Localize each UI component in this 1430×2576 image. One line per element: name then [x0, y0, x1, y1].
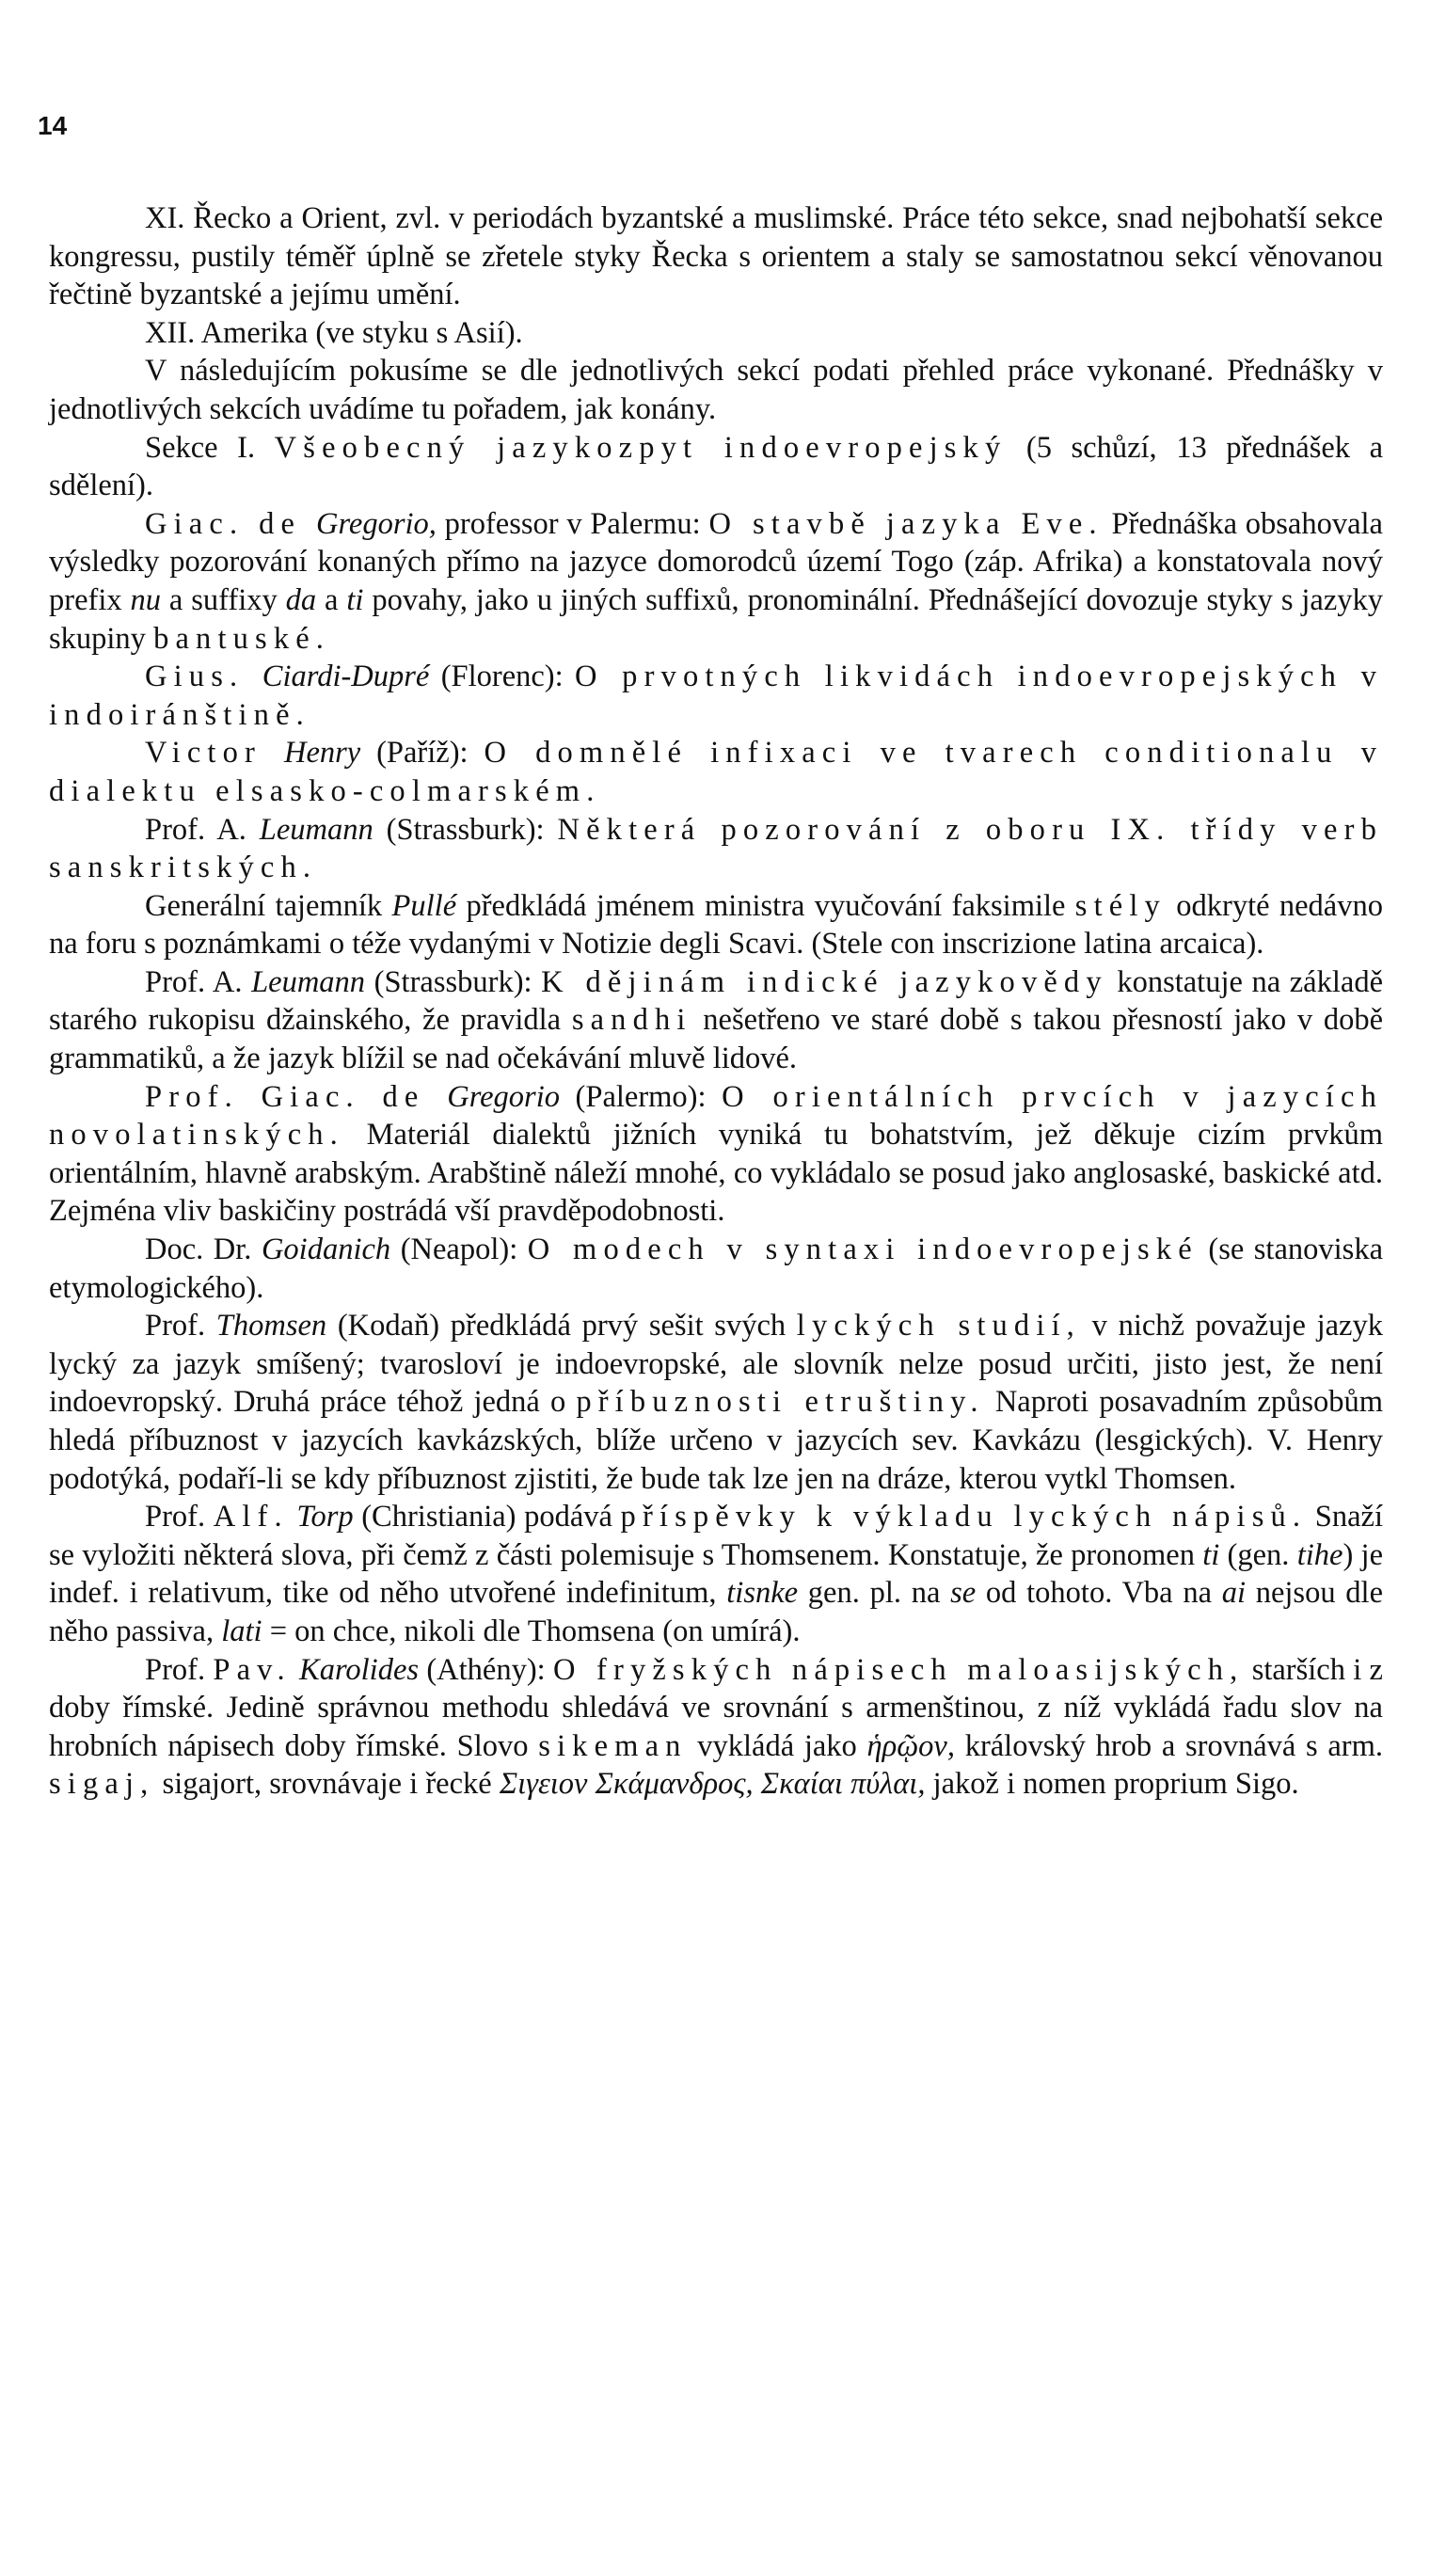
- spaced-emphasis-text: Giac. de: [145, 506, 317, 541]
- spaced-emphasis-text: příbuznosti etruštiny.: [576, 1385, 985, 1420]
- italic-text: Leumann: [259, 812, 373, 847]
- text-run: konstatuje na základě starého rukopisu džainského, že pravidla: [49, 964, 1383, 1038]
- text-run: professor v Palermu:: [436, 506, 709, 541]
- italic-text: Leumann: [251, 964, 366, 999]
- text-run: starších i z doby římské. Jedině správnou methodu shledává ve srovnání s armenštinou, z níž vykládá řadu slov na hrobních nápisech doby římské. Slovo: [49, 1652, 1383, 1763]
- italic-text: Σιγειον Σκάμανδρος, Σκαίαι πύλαι,: [499, 1767, 926, 1802]
- text-run: (Strassburk):: [365, 964, 542, 999]
- paragraph: [49, 352, 1383, 428]
- spaced-emphasis-text: O orientálních prvcích v jazycích novolatinských.: [49, 1079, 1383, 1153]
- italic-text: Torp: [296, 1500, 354, 1534]
- spaced-emphasis-text: K dějinám indické jazykovědy: [541, 964, 1108, 999]
- text-run: (Palermo):: [559, 1079, 723, 1114]
- text-run: (Florenc):: [429, 660, 576, 694]
- spaced-emphasis-text: bantuské.: [153, 621, 331, 656]
- spaced-emphasis-text: lyckých studií,: [796, 1309, 1081, 1344]
- text-run: [292, 1653, 299, 1687]
- text-run: gen. pl. na: [798, 1576, 951, 1611]
- italic-text: Pullé: [391, 888, 457, 923]
- text-run: Sekce I.: [145, 430, 275, 465]
- text-run: (Athény):: [419, 1652, 553, 1687]
- text-run: (gen.: [1219, 1537, 1297, 1572]
- spaced-emphasis-text: sikeman: [538, 1728, 688, 1763]
- italic-text: Goidanich: [261, 1232, 391, 1267]
- paragraph: [49, 199, 1383, 314]
- text-run: Přednáška obsahovala výsledky pozorování konaných přímo na jazyce domorodců území Togo (záp. Afrika) a konstatovala nový prefix: [49, 506, 1383, 617]
- spaced-emphasis-text: Některá pozorování z oboru IX. třídy verb sanskritských.: [49, 812, 1384, 885]
- paragraph: [49, 1498, 1383, 1650]
- text-run: nejsou dle něho passiva,: [49, 1576, 1384, 1648]
- text-run: a suffixy: [161, 582, 286, 617]
- text-run: = on chce, nikoli dle Thomsena (on umírá).: [262, 1614, 801, 1648]
- italic-text: Ciardi-Dupré: [262, 660, 430, 694]
- spaced-emphasis-text: O prvotných likvidách indoevropejských v indoiránštině.: [49, 660, 1383, 732]
- spaced-emphasis-text: Všeobecný jazykozpyt indoevropejský: [274, 430, 1008, 465]
- spaced-emphasis-text: Victor: [145, 736, 285, 771]
- text-run: Materiál dialektů jižních vyniká tu bohatstvím, jež děkuje cizím prvkům orientálním, hlavně arabským. Arabštině náleží mnohé, co vykládalo se posud jako anglosaské, baskické atd. Zejména vliv baskičiny postrádá vší pravděpodobnosti.: [49, 1118, 1383, 1229]
- paragraph: [49, 887, 1383, 963]
- paragraph: [49, 658, 1383, 734]
- text-run: (Christiania) podává: [353, 1500, 621, 1534]
- italic-text: Karolides: [299, 1652, 420, 1687]
- italic-text: Gregorio: [447, 1079, 560, 1114]
- text-run: sigajort, srovnávaje i řecké: [154, 1767, 500, 1802]
- paragraph: [49, 314, 1383, 353]
- italic-text: ἡρῷον,: [866, 1728, 955, 1763]
- text-run: královský hrob a srovnává s arm.: [954, 1728, 1383, 1763]
- spaced-emphasis-text: příspěvky k výkladu lyckých nápisů.: [620, 1500, 1308, 1534]
- spaced-emphasis-text: O stavbě jazyka Eve.: [708, 506, 1104, 541]
- text-run: jakož i nomen proprium Sigo.: [925, 1767, 1299, 1802]
- text-run: v nichž považuje jazyk lycký za jazyk smíšený; tvarosloví je indoevropské, ale slovník nelze posud určiti, jisto jest, že není indoevropský. Druhá práce téhož jedná o: [49, 1309, 1383, 1420]
- italic-text: ai: [1221, 1576, 1246, 1611]
- text-run: Snaží se vyložiti některá slova, při čemž z části polemisuje s Thomsenem. Konstatuje, že pronomen: [49, 1500, 1383, 1572]
- italic-text: tihe: [1296, 1537, 1343, 1572]
- text-run: (5 schůzí, 13 přednášek a sdělení).: [49, 430, 1383, 503]
- paragraph: [49, 1307, 1383, 1498]
- text-run: Prof. A.: [145, 812, 260, 847]
- spaced-emphasis-text: sandhi: [571, 1003, 692, 1038]
- text-run: Doc. Dr.: [145, 1232, 262, 1267]
- spaced-emphasis-text: O modech v syntaxi indoevropejské: [527, 1232, 1199, 1267]
- italic-text: Thomsen: [215, 1309, 327, 1344]
- paragraph: [49, 811, 1383, 887]
- paragraph: [49, 505, 1383, 658]
- italic-text: Gregorio,: [316, 506, 437, 541]
- text-run: Prof. A.: [145, 964, 252, 999]
- spaced-emphasis-text: stély: [1074, 888, 1167, 923]
- text-run: (Neapol):: [390, 1232, 528, 1267]
- italic-text: nu: [130, 582, 162, 617]
- text-run: XI. Řecko a Orient, zvl. v periodách byzantské a muslimské. Práce této sekce, snad nejbohatší sekce kongressu, pustily téměř úplně se zřetele styky Řecka s orientem a staly se samostatnou sekcí věnovanou řečtině byzantské a jejímu umění.: [49, 201, 1383, 312]
- page-number: 14: [38, 111, 68, 140]
- text-run: nešetřeno ve staré době s takou přesností jako v době grammatiků, a že jazyk blížil se nad očekávání mluvě lidové.: [49, 1003, 1383, 1076]
- spaced-emphasis-text: Gius.: [145, 660, 262, 694]
- italic-text: da: [285, 582, 317, 617]
- italic-text: ti: [346, 582, 364, 617]
- spaced-emphasis-text: O domnělé infixaci ve tvarech conditionalu v dialektu elsasko-colmarském.: [49, 736, 1383, 808]
- text-run: XII. Amerika (ve styku s Asií).: [145, 315, 523, 350]
- spaced-emphasis-text: Prof. Giac. de: [145, 1079, 448, 1114]
- text-run: Prof.: [145, 1309, 216, 1344]
- spaced-emphasis-text: sigaj,: [49, 1767, 155, 1802]
- text-run: (Paříž):: [360, 736, 485, 771]
- paragraph: [49, 734, 1383, 810]
- paragraph: [49, 1078, 1383, 1231]
- italic-text: tisnke: [726, 1576, 799, 1611]
- text-run: (Kodaň) předkládá prvý sešit svých: [326, 1309, 797, 1344]
- spaced-emphasis-text: O fryžských nápisech maloasijských,: [552, 1652, 1245, 1687]
- italic-text: ti: [1202, 1537, 1220, 1572]
- spaced-emphasis-text: Alf.: [213, 1500, 289, 1534]
- text-run: (se stanoviska etymologického).: [49, 1232, 1383, 1305]
- paragraph: [49, 963, 1383, 1078]
- paragraph: [49, 1651, 1383, 1804]
- italic-text: se: [950, 1576, 977, 1611]
- body-text: [49, 199, 1383, 1804]
- italic-text: lati: [221, 1614, 262, 1648]
- text-run: Prof.: [145, 1652, 214, 1687]
- paragraph: [49, 1231, 1383, 1307]
- text-run: předkládá jménem ministra vyučování faksimile: [456, 888, 1075, 923]
- text-run: od tohoto. Vba na: [976, 1576, 1222, 1611]
- text-run: povahy, jako u jiných suffixů, pronominální. Přednášející dovozuje styky s jazyky skupiny: [49, 582, 1383, 656]
- spaced-emphasis-text: Pav.: [213, 1652, 292, 1687]
- text-run: Prof.: [145, 1500, 214, 1534]
- text-run: odkryté nedávno na foru s poznámkami o téže vydanými v Notizie degli Scavi. (Stele con inscrizione latina arcaica).: [49, 888, 1383, 962]
- text-run: vykládá jako: [687, 1728, 867, 1763]
- text-run: ) je indef. i relativum, tike od něho utvořené indefinitum,: [49, 1537, 1383, 1611]
- text-run: Naproti posavadním způsobům hledá příbuznost v jazycích kavkázských, blíže určeno v jazycích sev. Kavkázu (lesgických). V. Henry podotýká, podaří-li se kdy příbuznost zjistiti, že bude tak lze jen na dráze, kterou vytkl Thomsen.: [49, 1385, 1383, 1496]
- text-run: (Strassburk):: [373, 812, 558, 847]
- text-run: Generální tajemník: [145, 888, 392, 923]
- text-run: V následujícím pokusíme se dle jednotlivých sekcí podati přehled práce vykonané. Přednášky v jednotlivých sekcích uvádíme tu pořadem, jak konány.: [49, 354, 1383, 426]
- text-run: a: [316, 582, 347, 617]
- italic-text: Henry: [284, 736, 361, 771]
- paragraph: [49, 429, 1383, 505]
